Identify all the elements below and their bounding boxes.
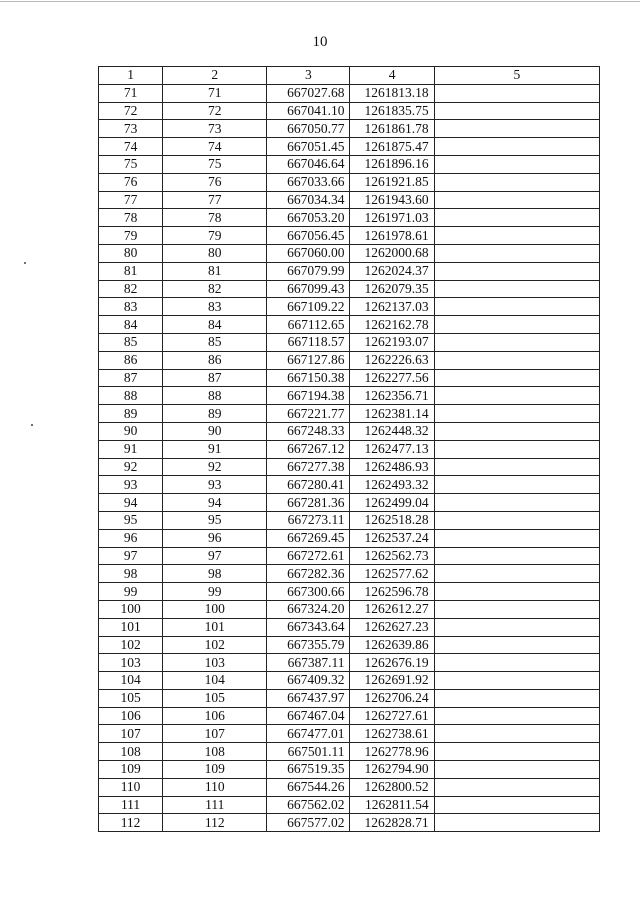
cell-point-id: 84 — [163, 316, 267, 334]
cell-notes — [434, 458, 599, 476]
cell-point-id: 110 — [163, 778, 267, 796]
cell-point-id: 79 — [163, 227, 267, 245]
header-col-5: 5 — [434, 67, 599, 85]
table-row — [99, 422, 600, 440]
cell-point-id: 92 — [163, 458, 267, 476]
cell-x-coordinate: 667281.36 — [267, 494, 350, 512]
cell-y-coordinate: 1262537.24 — [350, 529, 434, 547]
cell-y-coordinate: 1262577.62 — [350, 565, 434, 583]
cell-point-id: 91 — [163, 440, 267, 458]
cell-notes — [434, 814, 599, 832]
cell-x-coordinate: 667477.01 — [267, 725, 350, 743]
cell-y-coordinate: 1261896.16 — [350, 155, 434, 173]
cell-point-id: 81 — [163, 262, 267, 280]
cell-notes — [434, 689, 599, 707]
header-col-2: 2 — [163, 67, 267, 85]
cell-point-number: 73 — [99, 120, 163, 138]
cell-y-coordinate: 1262493.32 — [350, 476, 434, 494]
cell-point-id: 101 — [163, 618, 267, 636]
cell-point-number: 77 — [99, 191, 163, 209]
cell-y-coordinate: 1262612.27 — [350, 600, 434, 618]
cell-y-coordinate: 1262137.03 — [350, 298, 434, 316]
cell-point-id: 105 — [163, 689, 267, 707]
cell-notes — [434, 725, 599, 743]
cell-point-id: 88 — [163, 387, 267, 405]
cell-notes — [434, 707, 599, 725]
cell-point-number: 92 — [99, 458, 163, 476]
cell-x-coordinate: 667248.33 — [267, 422, 350, 440]
cell-point-number: 106 — [99, 707, 163, 725]
cell-point-number: 83 — [99, 298, 163, 316]
table-row — [99, 173, 600, 191]
cell-point-number: 97 — [99, 547, 163, 565]
table-row — [99, 476, 600, 494]
table-row — [99, 707, 600, 725]
table-row — [99, 440, 600, 458]
cell-y-coordinate: 1262193.07 — [350, 333, 434, 351]
table-row — [99, 209, 600, 227]
cell-x-coordinate: 667118.57 — [267, 333, 350, 351]
cell-point-id: 106 — [163, 707, 267, 725]
cell-point-id: 107 — [163, 725, 267, 743]
table-row — [99, 155, 600, 173]
table-row — [99, 761, 600, 779]
cell-point-id: 112 — [163, 814, 267, 832]
table-row — [99, 280, 600, 298]
cell-x-coordinate: 667053.20 — [267, 209, 350, 227]
table-row — [99, 529, 600, 547]
cell-x-coordinate: 667127.86 — [267, 351, 350, 369]
cell-point-number: 79 — [99, 227, 163, 245]
cell-y-coordinate: 1261971.03 — [350, 209, 434, 227]
cell-x-coordinate: 667112.65 — [267, 316, 350, 334]
cell-x-coordinate: 667034.34 — [267, 191, 350, 209]
table-row — [99, 387, 600, 405]
cell-notes — [434, 405, 599, 423]
cell-point-id: 95 — [163, 511, 267, 529]
cell-point-id: 96 — [163, 529, 267, 547]
cell-point-number: 93 — [99, 476, 163, 494]
table-row — [99, 672, 600, 690]
cell-x-coordinate: 667041.10 — [267, 102, 350, 120]
cell-x-coordinate: 667501.11 — [267, 743, 350, 761]
cell-y-coordinate: 1261861.78 — [350, 120, 434, 138]
cell-notes — [434, 636, 599, 654]
table-row — [99, 618, 600, 636]
cell-point-number: 107 — [99, 725, 163, 743]
cell-notes — [434, 227, 599, 245]
cell-point-id: 73 — [163, 120, 267, 138]
table-row — [99, 743, 600, 761]
cell-point-number: 88 — [99, 387, 163, 405]
cell-x-coordinate: 667267.12 — [267, 440, 350, 458]
table-row — [99, 494, 600, 512]
header-col-1: 1 — [99, 67, 163, 85]
table-row — [99, 102, 600, 120]
table-header-row — [99, 67, 600, 85]
table-row — [99, 191, 600, 209]
cell-point-number: 89 — [99, 405, 163, 423]
cell-point-number: 72 — [99, 102, 163, 120]
cell-y-coordinate: 1262676.19 — [350, 654, 434, 672]
cell-x-coordinate: 667387.11 — [267, 654, 350, 672]
table-row — [99, 333, 600, 351]
cell-point-number: 75 — [99, 155, 163, 173]
table-row — [99, 405, 600, 423]
cell-x-coordinate: 667544.26 — [267, 778, 350, 796]
cell-notes — [434, 84, 599, 102]
cell-x-coordinate: 667046.64 — [267, 155, 350, 173]
table-row — [99, 316, 600, 334]
table-row — [99, 120, 600, 138]
cell-point-id: 82 — [163, 280, 267, 298]
cell-point-id: 99 — [163, 583, 267, 601]
cell-x-coordinate: 667282.36 — [267, 565, 350, 583]
cell-x-coordinate: 667300.66 — [267, 583, 350, 601]
cell-notes — [434, 511, 599, 529]
cell-notes — [434, 422, 599, 440]
cell-notes — [434, 333, 599, 351]
cell-y-coordinate: 1262518.28 — [350, 511, 434, 529]
cell-y-coordinate: 1262448.32 — [350, 422, 434, 440]
cell-point-number: 104 — [99, 672, 163, 690]
cell-x-coordinate: 667194.38 — [267, 387, 350, 405]
cell-point-id: 98 — [163, 565, 267, 583]
cell-notes — [434, 102, 599, 120]
cell-point-number: 91 — [99, 440, 163, 458]
cell-point-number: 99 — [99, 583, 163, 601]
cell-point-number: 74 — [99, 138, 163, 156]
cell-notes — [434, 440, 599, 458]
cell-y-coordinate: 1262226.63 — [350, 351, 434, 369]
page-number: 10 — [312, 34, 328, 50]
cell-y-coordinate: 1262794.90 — [350, 761, 434, 779]
cell-point-number: 94 — [99, 494, 163, 512]
cell-notes — [434, 280, 599, 298]
table-row — [99, 565, 600, 583]
cell-point-number: 86 — [99, 351, 163, 369]
cell-point-id: 85 — [163, 333, 267, 351]
cell-y-coordinate: 1262162.78 — [350, 316, 434, 334]
table-row — [99, 600, 600, 618]
cell-y-coordinate: 1262000.68 — [350, 244, 434, 262]
cell-point-id: 102 — [163, 636, 267, 654]
cell-notes — [434, 494, 599, 512]
header-col-4: 4 — [350, 67, 434, 85]
cell-point-id: 111 — [163, 796, 267, 814]
cell-x-coordinate: 667150.38 — [267, 369, 350, 387]
cell-point-number: 110 — [99, 778, 163, 796]
cell-notes — [434, 155, 599, 173]
cell-y-coordinate: 1262706.24 — [350, 689, 434, 707]
cell-point-number: 80 — [99, 244, 163, 262]
cell-y-coordinate: 1262800.52 — [350, 778, 434, 796]
cell-point-id: 109 — [163, 761, 267, 779]
cell-point-number: 103 — [99, 654, 163, 672]
cell-x-coordinate: 667467.04 — [267, 707, 350, 725]
table-row — [99, 689, 600, 707]
cell-point-id: 93 — [163, 476, 267, 494]
cell-x-coordinate: 667409.32 — [267, 672, 350, 690]
cell-point-number: 95 — [99, 511, 163, 529]
cell-x-coordinate: 667033.66 — [267, 173, 350, 191]
cell-y-coordinate: 1262727.61 — [350, 707, 434, 725]
header-col-3: 3 — [267, 67, 350, 85]
cell-y-coordinate: 1262627.23 — [350, 618, 434, 636]
cell-notes — [434, 761, 599, 779]
cell-x-coordinate: 667577.02 — [267, 814, 350, 832]
cell-notes — [434, 654, 599, 672]
cell-point-number: 96 — [99, 529, 163, 547]
table-body — [99, 84, 600, 831]
cell-point-number: 108 — [99, 743, 163, 761]
cell-point-id: 72 — [163, 102, 267, 120]
table-row — [99, 351, 600, 369]
cell-notes — [434, 476, 599, 494]
cell-x-coordinate: 667269.45 — [267, 529, 350, 547]
cell-x-coordinate: 667280.41 — [267, 476, 350, 494]
cell-x-coordinate: 667099.43 — [267, 280, 350, 298]
cell-x-coordinate: 667051.45 — [267, 138, 350, 156]
cell-notes — [434, 173, 599, 191]
cell-notes — [434, 583, 599, 601]
cell-notes — [434, 244, 599, 262]
cell-x-coordinate: 667324.20 — [267, 600, 350, 618]
cell-notes — [434, 351, 599, 369]
cell-point-number: 102 — [99, 636, 163, 654]
cell-point-number: 98 — [99, 565, 163, 583]
cell-point-number: 85 — [99, 333, 163, 351]
cell-point-number: 87 — [99, 369, 163, 387]
cell-point-id: 75 — [163, 155, 267, 173]
cell-notes — [434, 387, 599, 405]
cell-point-number: 81 — [99, 262, 163, 280]
table-row — [99, 583, 600, 601]
table-row — [99, 654, 600, 672]
cell-notes — [434, 316, 599, 334]
cell-x-coordinate: 667562.02 — [267, 796, 350, 814]
cell-x-coordinate: 667437.97 — [267, 689, 350, 707]
table-row — [99, 778, 600, 796]
cell-notes — [434, 191, 599, 209]
cell-y-coordinate: 1262381.14 — [350, 405, 434, 423]
top-scan-edge — [0, 1, 640, 2]
cell-notes — [434, 565, 599, 583]
cell-point-number: 112 — [99, 814, 163, 832]
cell-notes — [434, 600, 599, 618]
cell-point-number: 71 — [99, 84, 163, 102]
cell-y-coordinate: 1261978.61 — [350, 227, 434, 245]
cell-point-number: 109 — [99, 761, 163, 779]
cell-point-number: 76 — [99, 173, 163, 191]
cell-point-id: 77 — [163, 191, 267, 209]
cell-point-number: 111 — [99, 796, 163, 814]
table-row — [99, 547, 600, 565]
cell-y-coordinate: 1261921.85 — [350, 173, 434, 191]
cell-point-number: 78 — [99, 209, 163, 227]
cell-x-coordinate: 667343.64 — [267, 618, 350, 636]
cell-point-number: 101 — [99, 618, 163, 636]
cell-point-id: 83 — [163, 298, 267, 316]
cell-y-coordinate: 1262356.71 — [350, 387, 434, 405]
cell-point-id: 71 — [163, 84, 267, 102]
table-row — [99, 511, 600, 529]
cell-point-number: 84 — [99, 316, 163, 334]
cell-notes — [434, 369, 599, 387]
cell-x-coordinate: 667277.38 — [267, 458, 350, 476]
table-row — [99, 227, 600, 245]
cell-x-coordinate: 667060.00 — [267, 244, 350, 262]
cell-point-id: 76 — [163, 173, 267, 191]
cell-y-coordinate: 1261875.47 — [350, 138, 434, 156]
cell-point-id: 103 — [163, 654, 267, 672]
table-row — [99, 796, 600, 814]
cell-x-coordinate: 667273.11 — [267, 511, 350, 529]
cell-point-number: 100 — [99, 600, 163, 618]
cell-y-coordinate: 1261943.60 — [350, 191, 434, 209]
cell-point-id: 89 — [163, 405, 267, 423]
cell-x-coordinate: 667355.79 — [267, 636, 350, 654]
cell-point-id: 86 — [163, 351, 267, 369]
cell-x-coordinate: 667050.77 — [267, 120, 350, 138]
cell-notes — [434, 209, 599, 227]
cell-notes — [434, 743, 599, 761]
cell-y-coordinate: 1262596.78 — [350, 583, 434, 601]
table-row — [99, 298, 600, 316]
cell-point-number: 90 — [99, 422, 163, 440]
cell-x-coordinate: 667027.68 — [267, 84, 350, 102]
table-row — [99, 262, 600, 280]
cell-x-coordinate: 667056.45 — [267, 227, 350, 245]
cell-point-id: 80 — [163, 244, 267, 262]
cell-y-coordinate: 1262778.96 — [350, 743, 434, 761]
cell-notes — [434, 796, 599, 814]
cell-y-coordinate: 1262738.61 — [350, 725, 434, 743]
table-row — [99, 84, 600, 102]
cell-y-coordinate: 1261835.75 — [350, 102, 434, 120]
cell-notes — [434, 672, 599, 690]
cell-x-coordinate: 667272.61 — [267, 547, 350, 565]
cell-y-coordinate: 1262691.92 — [350, 672, 434, 690]
cell-point-id: 104 — [163, 672, 267, 690]
cell-notes — [434, 778, 599, 796]
cell-point-id: 108 — [163, 743, 267, 761]
coordinates-table — [98, 66, 600, 832]
cell-y-coordinate: 1262477.13 — [350, 440, 434, 458]
cell-x-coordinate: 667221.77 — [267, 405, 350, 423]
cell-y-coordinate: 1262811.54 — [350, 796, 434, 814]
cell-y-coordinate: 1262277.56 — [350, 369, 434, 387]
table-row — [99, 244, 600, 262]
cell-x-coordinate: 667079.99 — [267, 262, 350, 280]
table-row — [99, 725, 600, 743]
cell-point-id: 87 — [163, 369, 267, 387]
table-row — [99, 458, 600, 476]
cell-y-coordinate: 1262562.73 — [350, 547, 434, 565]
cell-notes — [434, 120, 599, 138]
cell-y-coordinate: 1262079.35 — [350, 280, 434, 298]
cell-point-id: 90 — [163, 422, 267, 440]
cell-notes — [434, 529, 599, 547]
table-row — [99, 636, 600, 654]
cell-x-coordinate: 667109.22 — [267, 298, 350, 316]
cell-point-number: 82 — [99, 280, 163, 298]
table-row — [99, 814, 600, 832]
table-row — [99, 369, 600, 387]
cell-x-coordinate: 667519.35 — [267, 761, 350, 779]
cell-y-coordinate: 1262024.37 — [350, 262, 434, 280]
cell-point-id: 100 — [163, 600, 267, 618]
cell-point-id: 78 — [163, 209, 267, 227]
cell-y-coordinate: 1262486.93 — [350, 458, 434, 476]
cell-notes — [434, 262, 599, 280]
scan-speck — [31, 424, 33, 426]
table-row — [99, 138, 600, 156]
cell-point-id: 97 — [163, 547, 267, 565]
cell-notes — [434, 298, 599, 316]
cell-notes — [434, 138, 599, 156]
scan-speck — [24, 262, 26, 264]
cell-y-coordinate: 1262639.86 — [350, 636, 434, 654]
cell-notes — [434, 547, 599, 565]
cell-point-number: 105 — [99, 689, 163, 707]
cell-y-coordinate: 1261813.18 — [350, 84, 434, 102]
cell-point-id: 74 — [163, 138, 267, 156]
cell-y-coordinate: 1262828.71 — [350, 814, 434, 832]
cell-y-coordinate: 1262499.04 — [350, 494, 434, 512]
cell-point-id: 94 — [163, 494, 267, 512]
cell-notes — [434, 618, 599, 636]
